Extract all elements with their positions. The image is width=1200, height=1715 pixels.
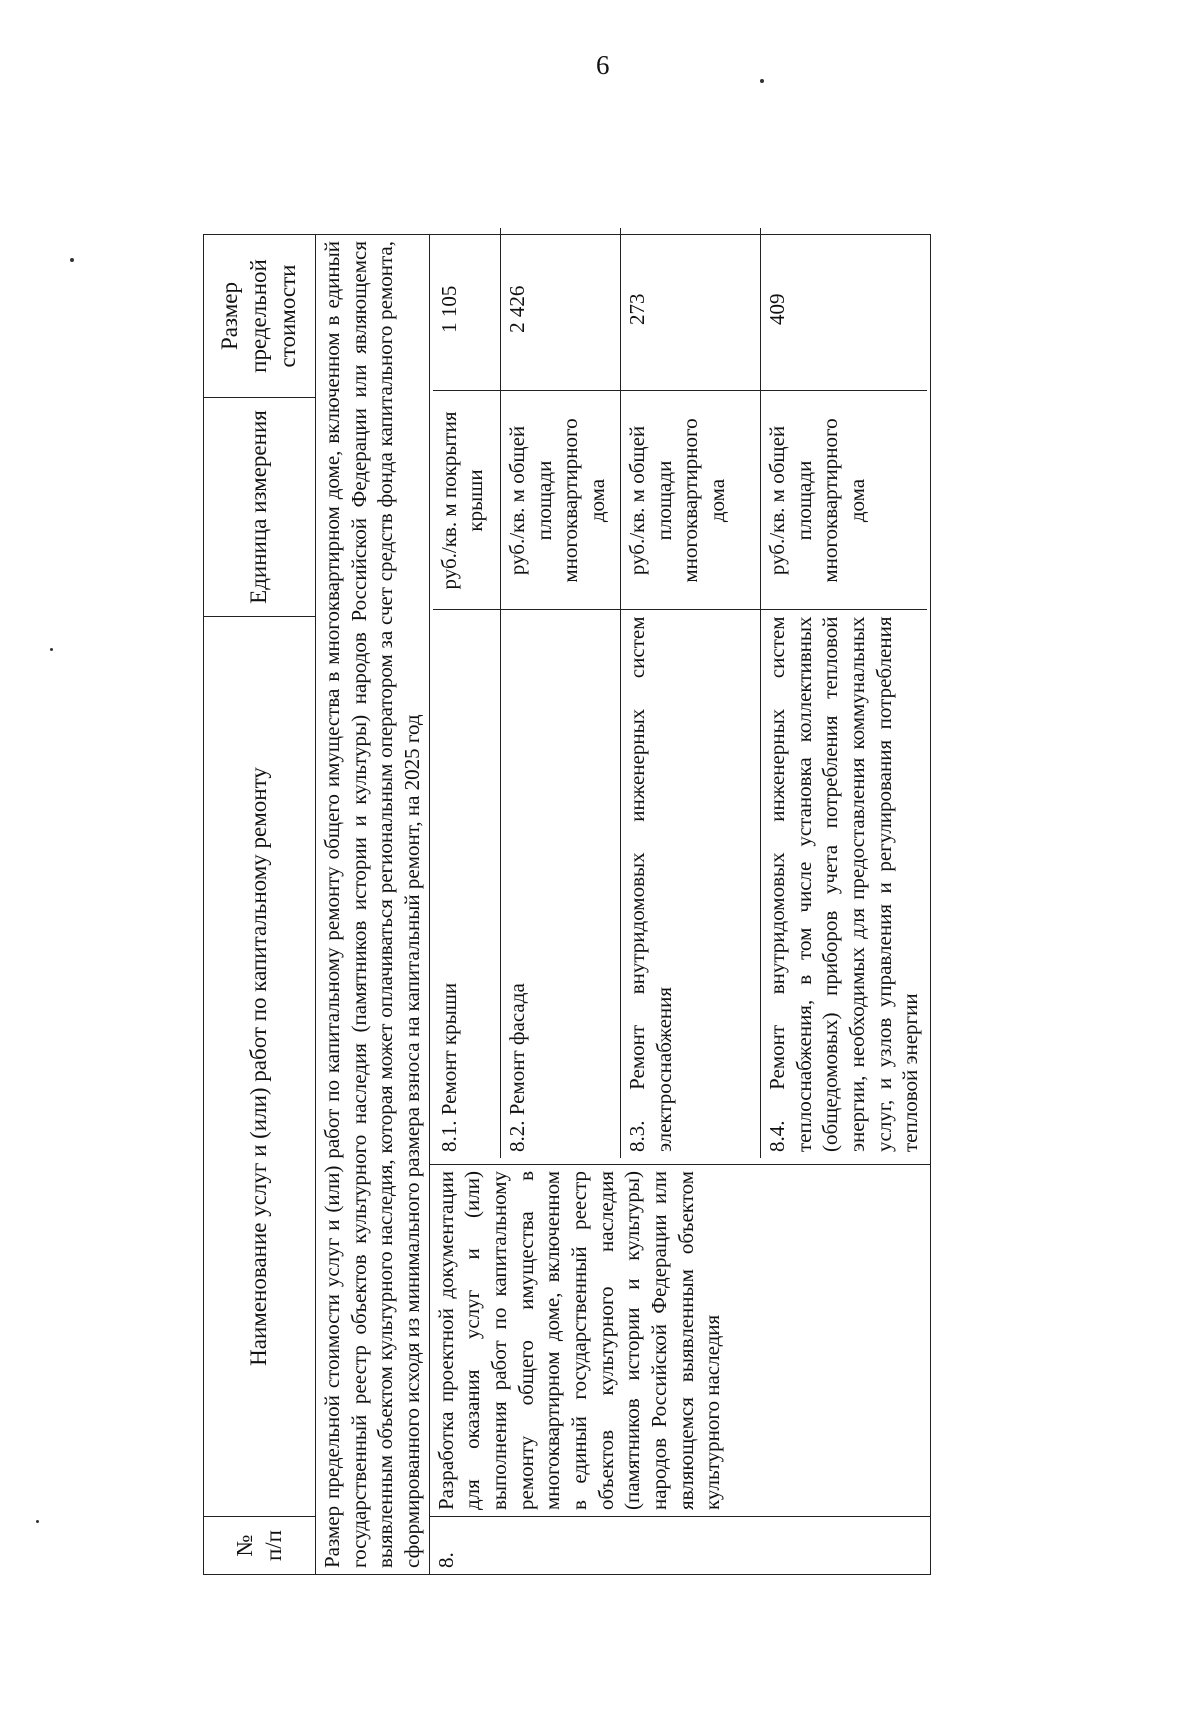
header-num: № п/п: [204, 1517, 316, 1575]
subitems-table: [433, 228, 927, 1158]
subitem-row: [761, 228, 927, 1158]
subitem-name: 8.4. Ремонт внутридомовых инженерных систем теплоснабжения, в том числе установка коллективных (общедомовых) приборов учета потребления тепловой энергии, необходимых для предоставления коммунальных услуг, и узлов управления и регулирования потребления тепловой энергии: [761, 610, 927, 1158]
subitem-row: [501, 228, 621, 1158]
row-8: [429, 235, 930, 1575]
row-8-number: 8.: [429, 1517, 930, 1575]
subitem-cost: 2 426: [501, 228, 621, 391]
subitem-unit: руб./кв. м общей площади многоквартирного дома: [501, 391, 621, 610]
subitem-unit: руб./кв. м покрытия крыши: [433, 391, 501, 610]
scan-speck: [36, 1520, 39, 1523]
subitem-cost: 409: [761, 228, 927, 391]
header-name: Наименование услуг и (или) работ по капитальному ремонту: [204, 617, 316, 1517]
subitem-row: [621, 228, 761, 1158]
subitem-unit: руб./кв. м общей площади многоквартирного дома: [621, 391, 761, 610]
cost-table: [203, 234, 931, 1575]
subitem-name: 8.2. Ремонт фасада: [501, 610, 621, 1158]
scan-speck: [70, 258, 74, 262]
intro-text: Размер предельной стоимости услуг и (или) работ по капитальному ремонту общего имущества в многоквартирном доме, включенном в единый государственный реестр объектов культурного наследия (памятников истории и культуры) народов Российской Федерации или являющемся выявленным объектом культурного наследия, которая может оплачиваться региональным оператором за счет средств фонда капитального ремонта, сформированного исходя из минимального размера взноса на капитальный ремонт, на 2025 год: [316, 235, 430, 1575]
row-8-description: Разработка проектной документации для оказания услуг и (или) выполнения работ по капитальному ремонту общего имущества в многоквартирном доме, включенном в единый государственный реестр объектов культурного наследия (памятников истории и культуры) народов Российской Федерации или являющемся выявленным объектом культурного наследия: [429, 1165, 930, 1517]
table-header-row: [204, 235, 316, 1575]
header-unit: Единица измерения: [204, 398, 316, 617]
subitem-row: [433, 228, 501, 1158]
rotated-table-wrapper: [203, 235, 1093, 1575]
header-cost: Размер предельной стоимости: [204, 235, 316, 398]
subitem-cost: 1 105: [433, 228, 501, 391]
subitem-name: 8.3. Ремонт внутридомовых инженерных систем электроснабжения: [621, 610, 761, 1158]
scan-speck: [50, 648, 53, 651]
subitem-unit: руб./кв. м общей площади многоквартирного дома: [761, 391, 927, 610]
subitem-name: 8.1. Ремонт крыши: [433, 610, 501, 1158]
row-8-subitems: [429, 235, 930, 1165]
scan-speck: [760, 79, 764, 83]
page-number: 6: [596, 50, 610, 80]
intro-row: [316, 235, 430, 1575]
subitem-cost: 273: [621, 228, 761, 391]
